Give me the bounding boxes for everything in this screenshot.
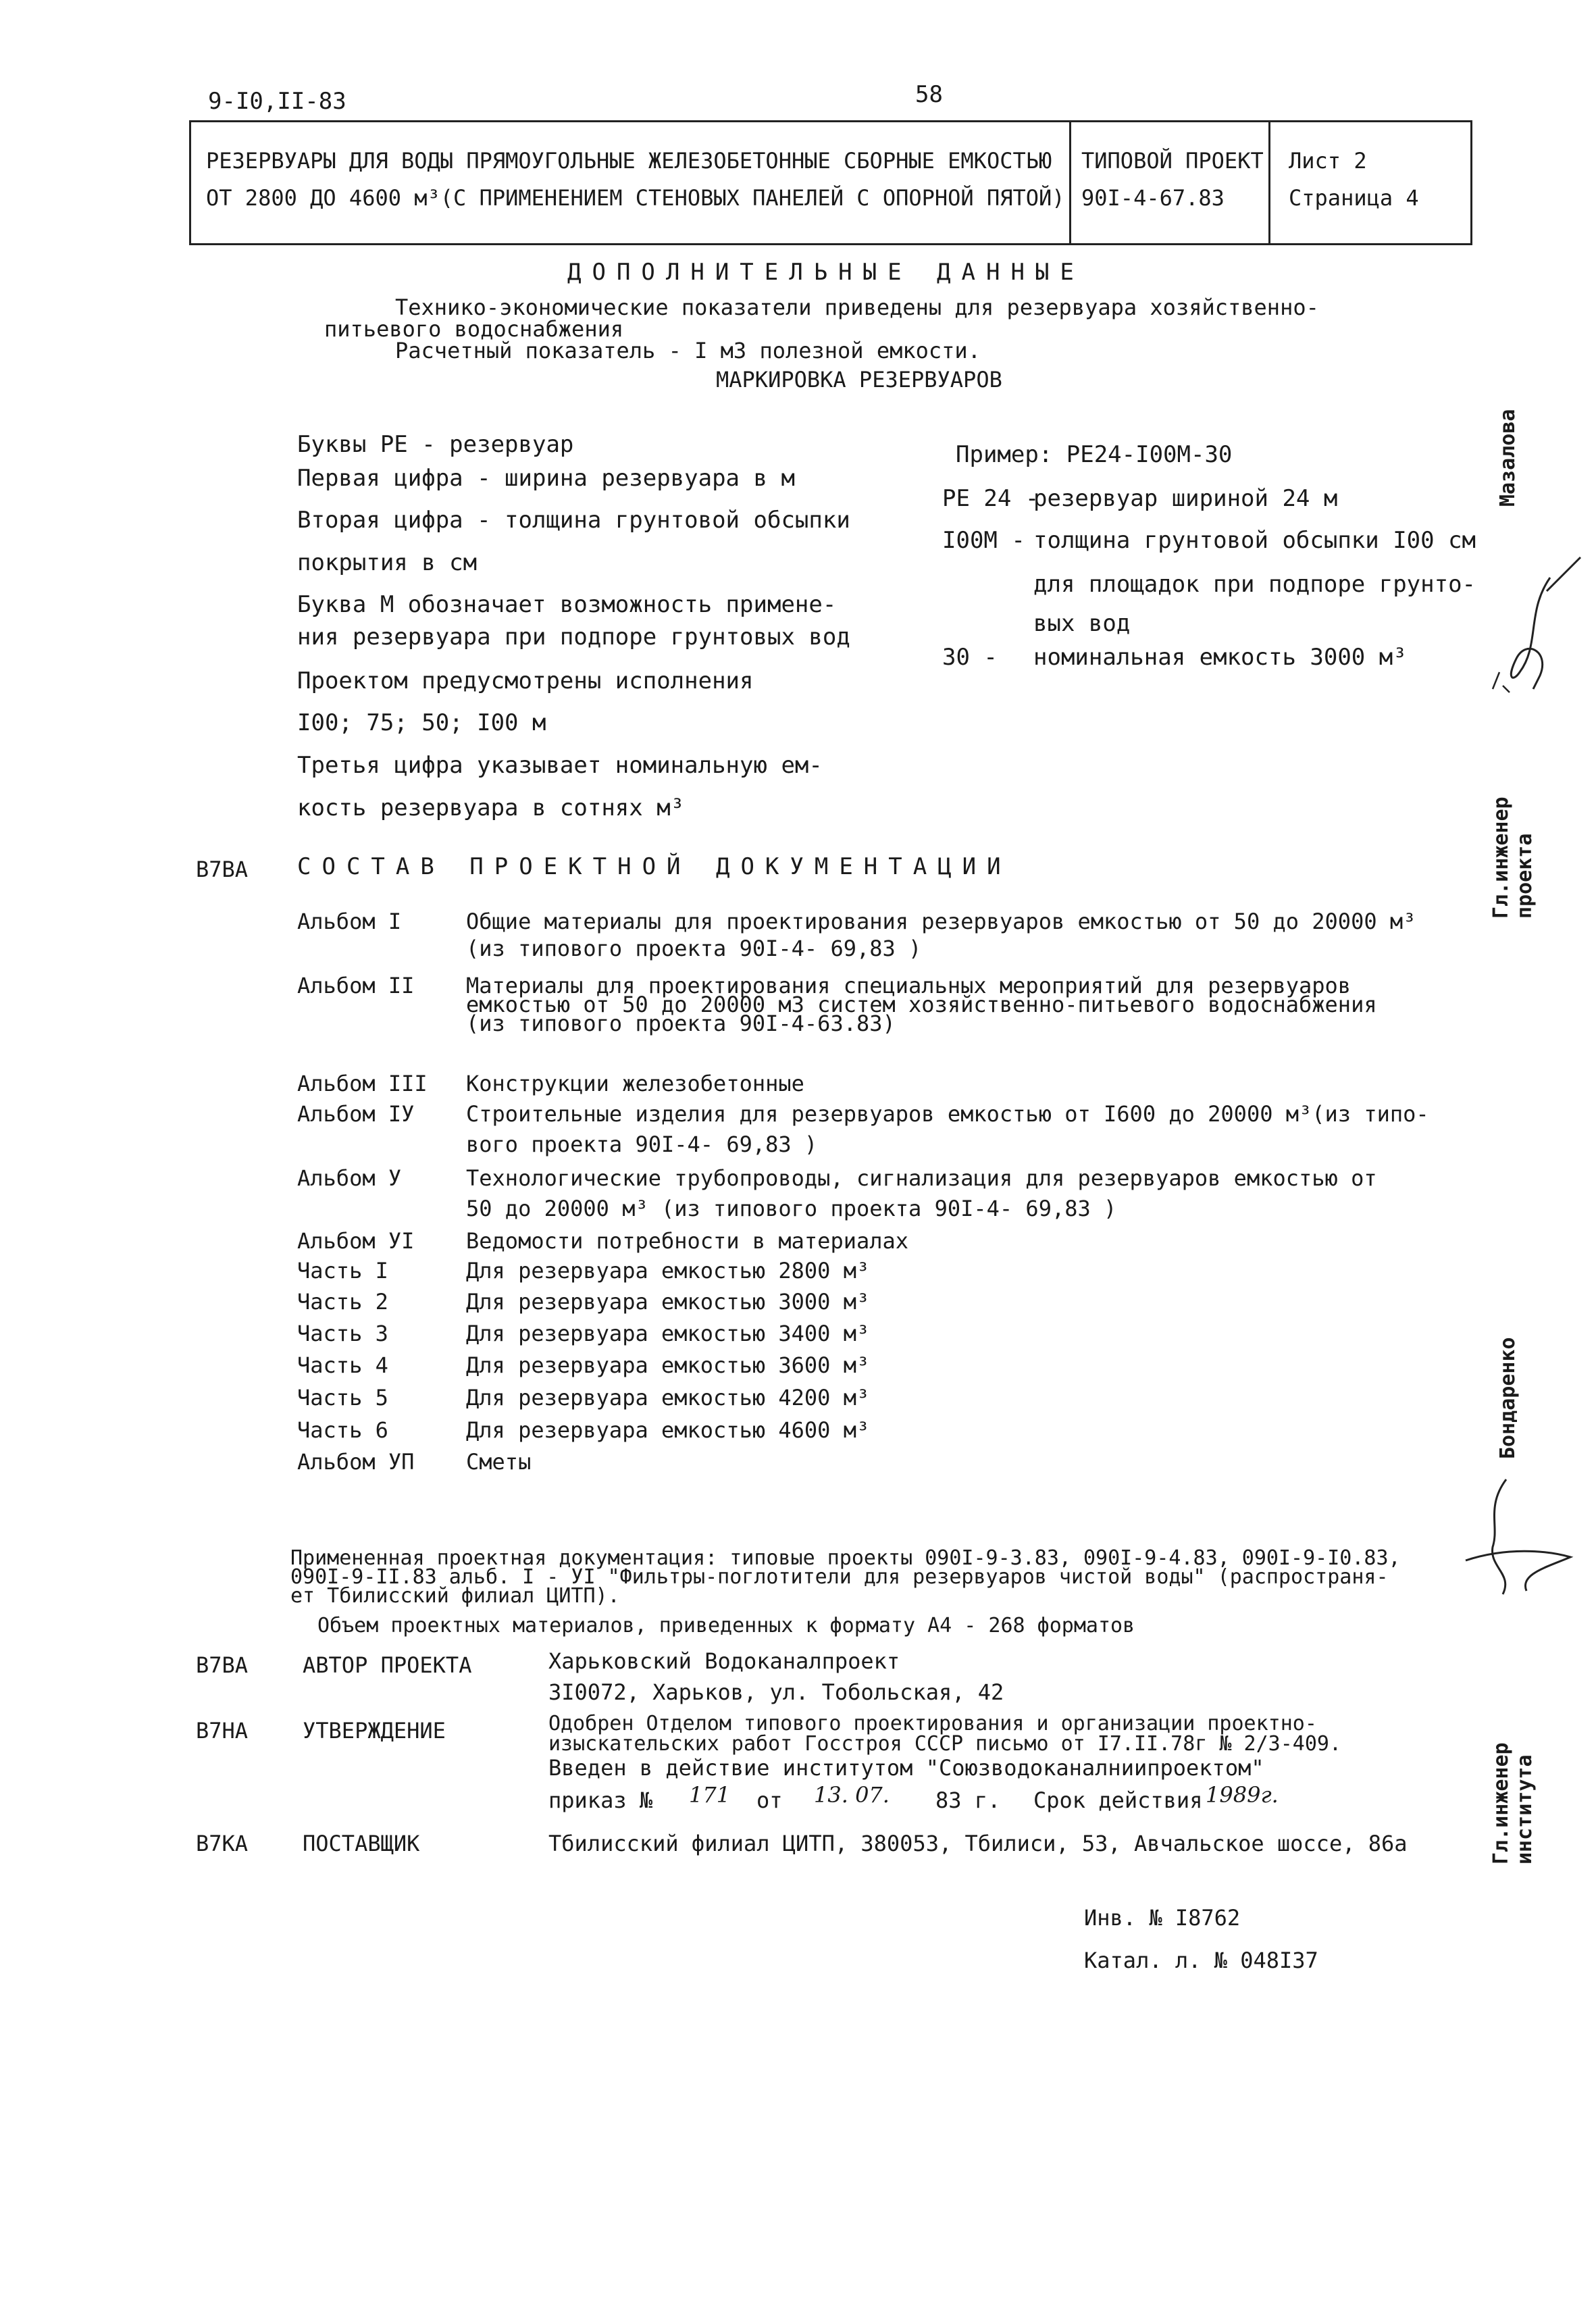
composition-item-label: Часть 3 [297, 1321, 388, 1346]
series-code: 9-I0,II-83 [208, 88, 346, 115]
composition-item-text: Для резервуара емкостью 3400 м³ [466, 1321, 870, 1346]
marking-line: ния резервуара при подпоре грунтовых вод [297, 624, 850, 651]
applied-line-1: Примененная проектная документация: типовые проекты 090I-9-3.83, 090I-9-4.83, 090I-9-I0.83, [290, 1546, 1401, 1570]
composition-item-text: Для резервуара емкостью 3600 м³ [466, 1352, 870, 1378]
composition-item-text: Технологические трубопроводы, сигнализация для резервуаров емкостью от [466, 1165, 1377, 1191]
composition-item-text: Конструкции железобетонные [466, 1071, 804, 1096]
composition-item-text: Сметы [466, 1449, 532, 1475]
composition-item-label: Часть 5 [297, 1385, 388, 1410]
approval-line-2: изыскательских работ Госстроя СССР письмо от I7.II.78г № 2/3-409. [548, 1732, 1341, 1756]
marking-line: Первая цифра - ширина резервуара в м [297, 465, 795, 492]
marking-line: покрытия в см [297, 549, 478, 576]
margin-role-1a: Гл.инженер [1489, 796, 1513, 919]
marking-line: Вторая цифра - толщина грунтовой обсыпки [297, 507, 850, 534]
composition-heading: СОСТАВ ПРОЕКТНОЙ ДОКУМЕНТАЦИИ [297, 853, 1012, 880]
example-code-1: РЕ 24 - [942, 485, 1039, 512]
extra-line-1: Технико-экономические показатели приведены для резервуара хозяйственно- [395, 295, 1319, 320]
composition-item-text: Для резервуара емкостью 2800 м³ [466, 1258, 870, 1283]
author-line-2: 3I0072, Харьков, ул. Тобольская, 42 [548, 1679, 1004, 1705]
composition-item-text: 50 до 20000 м³ (из типового проекта 90I-4- 69,83 ) [466, 1196, 1117, 1221]
composition-item-label: Альбом УI [297, 1228, 415, 1254]
order-from: от [756, 1787, 783, 1813]
composition-item-label: Часть 2 [297, 1289, 388, 1315]
margin-name-1: Мазалова [1496, 409, 1520, 507]
marking-line: Буква М обозначает возможность примене- [297, 591, 837, 618]
example-code-3: 30 - [942, 644, 998, 671]
catalog-number: Катал. л. № 048I37 [1084, 1948, 1318, 1973]
composition-code: В7ВА [196, 857, 249, 882]
signature-mark-2 [1452, 1473, 1574, 1601]
composition-item-text: (из типового проекта 90I-4- 69,83 ) [466, 936, 922, 961]
author-code: В7ВА [196, 1652, 249, 1678]
composition-item-label: Часть 4 [297, 1352, 388, 1378]
project-number: 90I-4-67.83 [1081, 185, 1225, 211]
project-label: ТИПОВОЙ ПРОЕКТ [1081, 148, 1264, 174]
page-number: 58 [915, 81, 943, 108]
example-desc-1: резервуар шириной 24 м [1033, 485, 1338, 512]
composition-item-label: Альбом I [297, 909, 402, 934]
example-desc-2b: для площадок при подпоре грунто- [1033, 571, 1476, 598]
extra-line-2: питьевого водоснабжения [324, 316, 624, 342]
supplier-text: Тбилисский филиал ЦИТП, 380053, Тбилиси, 53, Авчальское шоссе, 86а [548, 1831, 1408, 1856]
order-year: 83 г. [935, 1787, 1001, 1813]
composition-item-text: вого проекта 90I-4- 69,83 ) [466, 1132, 818, 1157]
inventory-number: Инв. № I8762 [1084, 1905, 1241, 1931]
composition-item-text: Строительные изделия для резервуаров емкостью от I600 до 20000 м³(из типо- [466, 1101, 1429, 1127]
composition-item-text: (из типового проекта 90I-4-63.83) [466, 1011, 896, 1036]
author-label: АВТОР ПРОЕКТА [303, 1652, 472, 1678]
composition-item-label: Альбом IУ [297, 1101, 415, 1127]
term-label: Срок действия [1033, 1787, 1203, 1813]
sheet-label: Лист 2 [1289, 148, 1367, 174]
composition-item-label: Альбом II [297, 973, 415, 998]
applied-line-3: ет Тбилисский филиал ЦИТП). [290, 1584, 620, 1608]
supplier-code: В7КА [196, 1831, 249, 1856]
marking-heading: МАРКИРОВКА РЕЗЕРВУАРОВ [716, 367, 1002, 392]
supplier-label: ПОСТАВЩИК [303, 1831, 420, 1856]
composition-item-text: Ведомости потребности в материалах [466, 1228, 909, 1254]
marking-line: Проектом предусмотрены исполнения [297, 667, 754, 694]
title-line-1: РЕЗЕРВУАРЫ ДЛЯ ВОДЫ ПРЯМОУГОЛЬНЫЕ ЖЕЛЕЗОБЕТОННЫЕ СБОРНЫЕ ЕМКОСТЬЮ [206, 148, 1052, 174]
sheet-cell-divider [1268, 122, 1270, 243]
composition-item-label: Альбом III [297, 1071, 428, 1096]
approval-line-1: Одобрен Отделом типового проектирования и организации проектно- [548, 1712, 1317, 1735]
example-desc-2a: толщина грунтовой обсыпки I00 см [1033, 527, 1476, 554]
extra-line-3: Расчетный показатель - I м3 полезной емкости. [395, 338, 981, 363]
marking-line: кость резервуара в сотнях м³ [297, 794, 685, 821]
margin-role-1b: проекта [1513, 833, 1537, 919]
term-value: 1989г. [1206, 1782, 1279, 1808]
composition-item-text: Для резервуара емкостью 3000 м³ [466, 1289, 870, 1315]
author-line-1: Харьковский Водоканалпроект [548, 1648, 900, 1674]
example: Пример: РЕ24-I00М-30 [956, 441, 1233, 468]
example-desc-2c: вых вод [1033, 610, 1131, 637]
applied-line-4: Объем проектных материалов, приведенных к формату А4 - 268 форматов [317, 1614, 1135, 1637]
applied-line-2: 090I-9-II.83 альб. I - УI "Фильтры-поглотители для резервуаров чистой воды" (распространя- [290, 1565, 1389, 1589]
margin-role-2a: Гл.инженер [1489, 1742, 1513, 1864]
marking-line: Третья цифра указывает номинальную ем- [297, 752, 823, 779]
approval-code: В7НА [196, 1718, 249, 1744]
project-cell-divider [1069, 122, 1071, 243]
example-desc-3: номинальная емкость 3000 м³ [1033, 644, 1407, 671]
composition-item-text: Материалы для проектирования специальных мероприятий для резервуаров [466, 973, 1352, 998]
order-number: 171 [689, 1782, 731, 1808]
composition-item-text: Общие материалы для проектирования резервуаров емкостью от 50 до 20000 м³ [466, 909, 1416, 934]
composition-item-label: Часть 6 [297, 1417, 388, 1443]
approval-label: УТВЕРЖДЕНИЕ [303, 1718, 446, 1744]
composition-item-label: Альбом УП [297, 1449, 415, 1475]
extra-heading: ДОПОЛНИТЕЛЬНЫЕ ДАННЫЕ [567, 259, 1085, 286]
composition-item-text: Для резервуара емкостью 4600 м³ [466, 1417, 870, 1443]
margin-role-2b: института [1513, 1754, 1537, 1864]
approval-line-3: Введен в действие институтом "Союзводоканалниипроектом" [548, 1755, 1264, 1781]
order-date: 13. 07. [814, 1782, 890, 1808]
marking-line: I00; 75; 50; I00 м [297, 709, 546, 736]
title-block [189, 120, 1472, 245]
page-label: Страница 4 [1289, 185, 1419, 211]
composition-item-text: емкостью от 50 до 20000 м3 систем хозяйственно-питьевого водоснабжения [466, 992, 1377, 1017]
composition-item-label: Альбом У [297, 1165, 402, 1191]
order-label: приказ № [548, 1787, 653, 1813]
title-line-2: ОТ 2800 ДО 4600 м³(С ПРИМЕНЕНИЕМ СТЕНОВЫХ ПАНЕЛЕЙ С ОПОРНОЙ ПЯТОЙ) [206, 185, 1065, 211]
composition-item-text: Для резервуара емкостью 4200 м³ [466, 1385, 870, 1410]
composition-item-label: Часть I [297, 1258, 388, 1283]
margin-name-2: Бондаренко [1496, 1337, 1520, 1459]
marking-line: Буквы РЕ - резервуар [297, 431, 574, 458]
signature-mark-1 [1486, 551, 1594, 699]
example-code-2: I00М - [942, 527, 1025, 554]
